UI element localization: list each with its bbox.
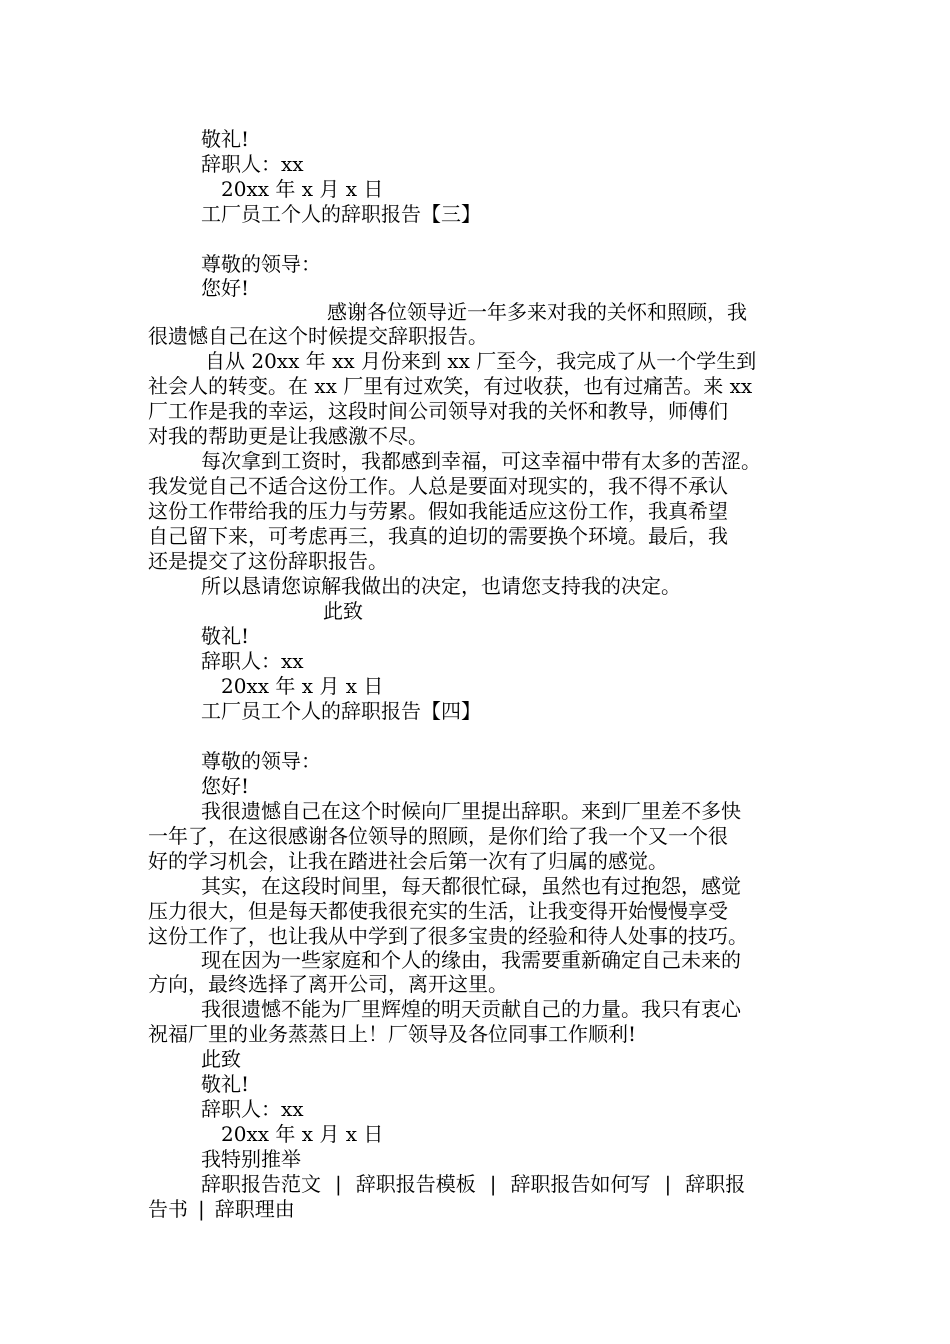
body-line: 这份工作了，也让我从中学到了很多宝贵的经验和待人处事的技巧。 bbox=[148, 924, 748, 948]
body-line: 自从 20xx 年 xx 月份来到 xx 厂至今，我完成了从一个学生到 bbox=[205, 349, 757, 373]
body-line: 好的学习机会，让我在踏进社会后第一次有了归属的感觉。 bbox=[148, 849, 668, 873]
body-line: 压力很大，但是每天都使我很充实的生活，让我变得开始慢慢享受 bbox=[148, 899, 728, 923]
signer-text: 辞职人：xx bbox=[201, 1097, 304, 1121]
body-line: 我发觉自己不适合这份工作。人总是要面对现实的，我不得不承认 bbox=[148, 474, 728, 498]
body-line: 现在因为一些家庭和个人的缘由，我需要重新确定自己未来的 bbox=[201, 948, 741, 972]
body-line: 很遗憾自己在这个时候提交辞职报告。 bbox=[148, 324, 488, 348]
body-line: 其实，在这段时间里，每天都很忙碌，虽然也有过抱怨，感觉 bbox=[201, 874, 741, 898]
salute-text: 敬礼! bbox=[201, 1072, 250, 1096]
link-resignation-how-to[interactable]: 辞职报告如何写 bbox=[510, 1172, 651, 1196]
salute-text: 敬礼! bbox=[201, 127, 250, 151]
signer-text: 辞职人：xx bbox=[201, 152, 304, 176]
link-resignation-letter-part2[interactable]: 告书 bbox=[148, 1197, 188, 1221]
section-title: 工厂员工个人的辞职报告【三】 bbox=[201, 202, 481, 226]
link-separator: | bbox=[335, 1172, 342, 1196]
link-resignation-letter-part1[interactable]: 辞职报 bbox=[685, 1172, 746, 1196]
link-separator: | bbox=[664, 1172, 672, 1196]
signer-text: 辞职人：xx bbox=[201, 649, 304, 673]
body-line: 每次拿到工资时，我都感到幸福，可这幸福中带有太多的苦涩。 bbox=[201, 449, 761, 473]
body-line: 还是提交了这份辞职报告。 bbox=[148, 549, 388, 573]
link-separator: | bbox=[489, 1172, 497, 1196]
body-line: 对我的帮助更是让我感激不尽。 bbox=[148, 424, 428, 448]
body-line: 社会人的转变。在 xx 厂里有过欢笑，有过收获，也有过痛苦。来 xx bbox=[148, 374, 753, 398]
link-resignation-reasons[interactable]: 辞职理由 bbox=[214, 1197, 295, 1221]
cizhi-text: 此致 bbox=[323, 599, 363, 623]
body-line: 我很遗憾自己在这个时候向厂里提出辞职。来到厂里差不多快 bbox=[201, 799, 741, 823]
date-text: 20xx 年 x 月 x 日 bbox=[221, 1122, 384, 1146]
addressee-text: 尊敬的领导： bbox=[201, 749, 321, 773]
salute-text: 敬礼! bbox=[201, 624, 250, 648]
greeting-text: 您好! bbox=[201, 774, 250, 798]
body-line: 厂工作是我的幸运，这段时间公司领导对我的关怀和教导，师傅们 bbox=[148, 399, 728, 423]
link-resignation-samples[interactable]: 辞职报告范文 bbox=[201, 1172, 321, 1196]
link-separator: | bbox=[198, 1197, 205, 1221]
body-line: 所以恳请您谅解我做出的决定，也请您支持我的决定。 bbox=[201, 574, 681, 598]
body-line: 自己留下来，可考虑再三，我真的迫切的需要换个环境。最后，我 bbox=[148, 524, 728, 548]
body-line: 祝福厂里的业务蒸蒸日上！厂领导及各位同事工作顺利! bbox=[148, 1022, 637, 1046]
addressee-text: 尊敬的领导： bbox=[201, 252, 321, 276]
section-title: 工厂员工个人的辞职报告【四】 bbox=[201, 699, 481, 723]
recommend-links-row bbox=[201, 1171, 871, 1197]
greeting-text: 您好! bbox=[201, 276, 250, 300]
date-text: 20xx 年 x 月 x 日 bbox=[221, 674, 384, 698]
body-line: 这份工作带给我的压力与劳累。假如我能适应这份工作，我真希望 bbox=[148, 499, 728, 523]
date-text: 20xx 年 x 月 x 日 bbox=[221, 177, 384, 201]
cizhi-text: 此致 bbox=[201, 1047, 241, 1071]
body-line: 方向，最终选择了离开公司，离开这里。 bbox=[148, 972, 508, 996]
body-line: 一年了，在这很感谢各位领导的照顾，是你们给了我一个又一个很 bbox=[148, 824, 728, 848]
link-resignation-templates[interactable]: 辞职报告模板 bbox=[355, 1172, 476, 1196]
body-line: 感谢各位领导近一年多来对我的关怀和照顾，我 bbox=[327, 300, 747, 324]
recommend-heading: 我特别推举 bbox=[201, 1147, 301, 1171]
recommend-links-row-2 bbox=[148, 1196, 818, 1222]
body-line: 我很遗憾不能为厂里辉煌的明天贡献自己的力量。我只有衷心 bbox=[201, 997, 741, 1021]
